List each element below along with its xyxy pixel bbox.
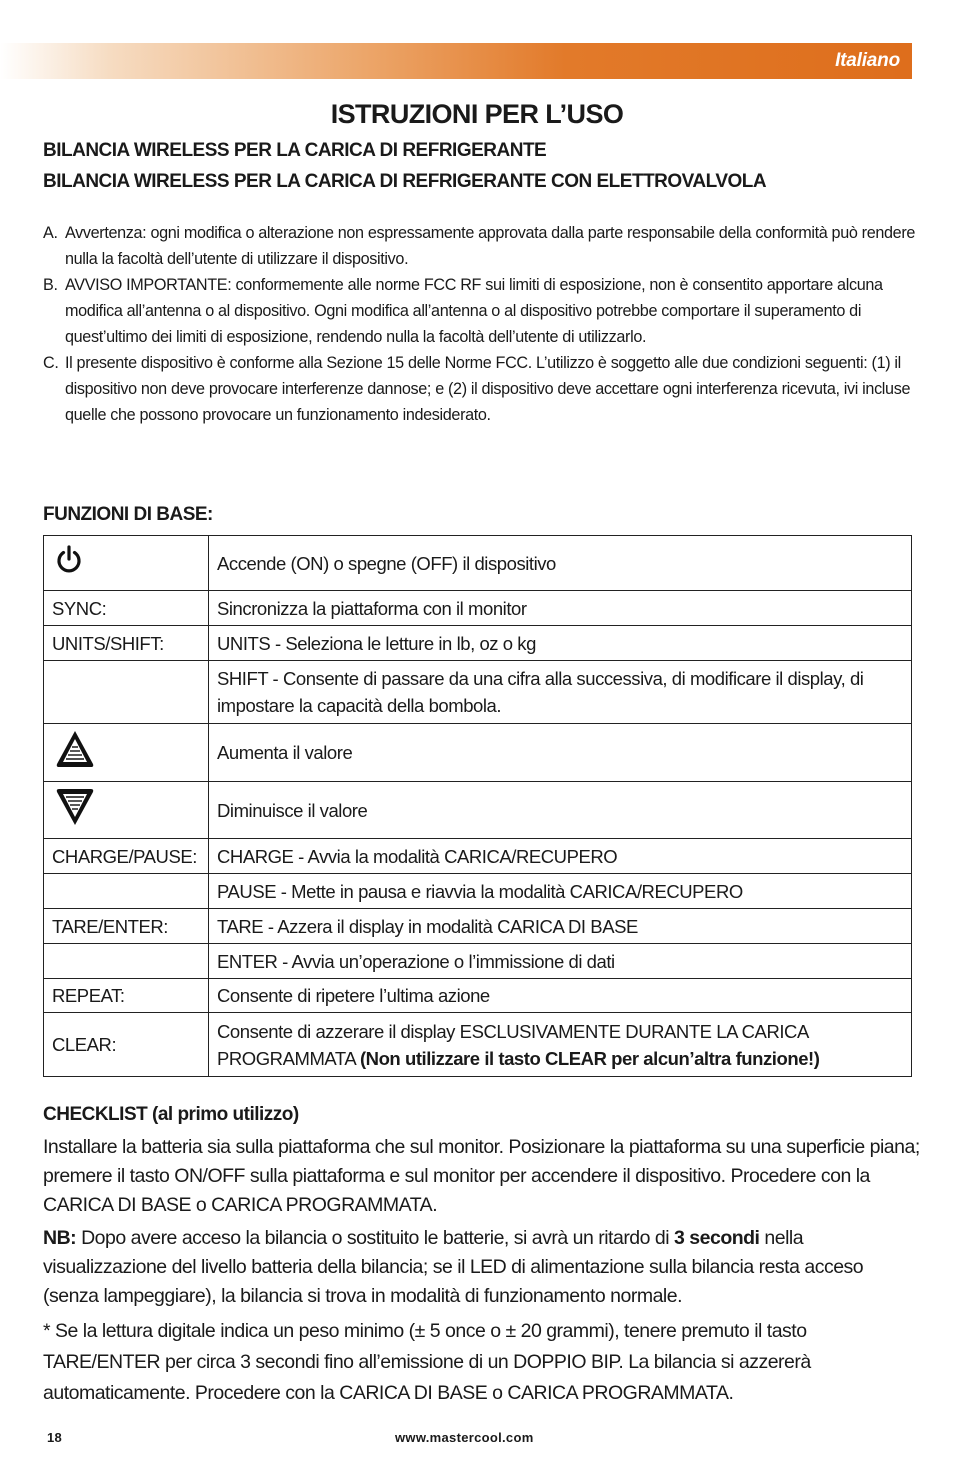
table-cell-key	[44, 724, 209, 782]
nb-text-b: nella visualizzazione del livello batteria della bilancia; se il LED di alimentazione sulla bilancia resta acceso (senza lampeggiare), la bilancia si trova in modalità di funzionamento normale.	[43, 1227, 864, 1307]
table-cell-key: SYNC:	[44, 591, 209, 626]
power-icon	[54, 559, 84, 580]
table-cell-desc: CHARGE - Avvia la modalità CARICA/RECUPERO	[209, 839, 912, 874]
table-row	[44, 1013, 912, 1077]
table-cell-desc: Accende (ON) o spegne (OFF) il dispositivo	[209, 536, 912, 591]
table-cell-desc: TARE - Azzera il display in modalità CARICA DI BASE	[209, 909, 912, 944]
table-row	[44, 944, 912, 979]
clear-desc-warning: (Non utilizzare il tasto CLEAR per alcun’altra funzione!)	[359, 1047, 820, 1069]
note-label: A.	[43, 224, 58, 242]
table-cell-desc	[209, 1013, 912, 1077]
table-row	[44, 536, 912, 591]
table-cell-key	[44, 782, 209, 839]
note-text: AVVISO IMPORTANTE: conformemente alle norme FCC RF sui limiti di esposizione, non è consentito apportare alcuna modifica all’antenna o al dispositivo. Ogni modifica all’antenna o al dispositivo potrebbe comportare il superamento di quest’ultimo dei limiti di esposizione, rendendo nulla la facoltà dell’utente di utilizzarlo.	[65, 276, 883, 346]
table-cell-key	[44, 536, 209, 591]
checklist-paragraph-3: * Se la lettura digitale indica un peso minimo (± 5 once o ± 20 grammi), tenere premuto il tasto TARE/ENTER per circa 3 secondi fino all’emissione di un DOPPIO BIP. La bilancia si azzererà automaticamente. Procedere con la CARICA DI BASE o CARICA PROGRAMMATA.	[43, 1320, 811, 1404]
table-cell-key: CHARGE/PAUSE:	[44, 839, 209, 874]
table-cell-desc: Sincronizza la piattaforma con il monitor	[209, 591, 912, 626]
table-row	[44, 909, 912, 944]
table-cell-key: UNITS/SHIFT:	[44, 626, 209, 661]
table-cell-key	[44, 944, 209, 979]
table-cell-desc: Consente di ripetere l’ultima azione	[209, 979, 912, 1013]
table-row	[44, 591, 912, 626]
table-cell-desc: ENTER - Avvia un’operazione o l’immissione di dati	[209, 944, 912, 979]
footer-url: www.mastercool.com	[395, 1430, 534, 1445]
table-row	[44, 782, 912, 839]
table-cell-desc: SHIFT - Consente di passare da una cifra alla successiva, di modificare il display, di impostare la capacità della bombola.	[209, 661, 912, 724]
note-label: C.	[43, 354, 59, 372]
table-row	[44, 839, 912, 874]
nb-text-a: Dopo avere acceso la bilancia o sostituito le batterie, si avrà un ritardo di	[76, 1227, 675, 1249]
page-number: 18	[47, 1430, 63, 1445]
table-cell-desc: Diminuisce il valore	[209, 782, 912, 839]
subtitle-1: BILANCIA WIRELESS PER LA CARICA DI REFRIGERANTE	[43, 140, 547, 161]
table-cell-key	[44, 874, 209, 909]
note-c	[43, 350, 923, 428]
table-row	[44, 626, 912, 661]
note-label: B.	[43, 276, 58, 294]
up-arrow-icon	[54, 753, 96, 774]
page-title: ISTRUZIONI PER L’USO	[330, 99, 624, 129]
checklist-paragraph-1: Installare la batteria sia sulla piattaforma che sul monitor. Posizionare la piattaforma su una superficie piana; premere il tasto ON/OFF sulla piattaforma e sul monitor per accendere il dispositivo. Procedere con la CARICA DI BASE o CARICA PROGRAMMATA.	[43, 1136, 920, 1216]
functions-heading: FUNZIONI DI BASE:	[43, 504, 213, 525]
table-cell-key: TARE/ENTER:	[44, 909, 209, 944]
notes-list	[43, 220, 923, 428]
note-text: Avvertenza: ogni modifica o alterazione non espressamente approvata dalla parte responsabile della conformità può rendere nulla la facoltà dell’utente di utilizzare il dispositivo.	[65, 224, 916, 268]
table-cell-key: CLEAR:	[44, 1013, 209, 1077]
down-arrow-icon	[54, 811, 96, 832]
functions-table	[43, 535, 912, 1077]
note-text: Il presente dispositivo è conforme alla Sezione 15 delle Norme FCC. L’utilizzo è soggetto alle due condizioni seguenti: (1) il dispositivo non deve provocare interferenze dannose; e (2) il dispositivo deve accettare ogni interferenza ricevuta, ivi incluse quelle che possono provocare un funzionamento indesiderato.	[65, 354, 911, 424]
table-cell-key	[44, 661, 209, 724]
header-bar	[0, 43, 912, 79]
table-cell-key: REPEAT:	[44, 979, 209, 1013]
checklist-paragraph-nb	[43, 1224, 923, 1311]
checklist-heading: CHECKLIST (al primo utilizzo)	[43, 1104, 299, 1125]
table-cell-desc: Aumenta il valore	[209, 724, 912, 782]
nb-label: NB:	[43, 1227, 77, 1249]
clear-desc-text: Consente di azzerare il display ESCLUSIVAMENTE DURANTE LA CARICA PROGRAMMATA	[217, 1020, 808, 1069]
table-cell-desc: UNITS - Seleziona le letture in lb, oz o kg	[209, 626, 912, 661]
table-row	[44, 724, 912, 782]
table-cell-desc: PAUSE - Mette in pausa e riavvia la modalità CARICA/RECUPERO	[209, 874, 912, 909]
note-b	[43, 272, 923, 350]
table-row	[44, 661, 912, 724]
subtitle-2: BILANCIA WIRELESS PER LA CARICA DI REFRIGERANTE CON ELETTROVALVOLA	[43, 171, 767, 192]
table-row	[44, 979, 912, 1013]
table-row	[44, 874, 912, 909]
language-label: Italiano	[835, 50, 900, 71]
nb-bold: 3 secondi	[674, 1227, 760, 1249]
note-a	[43, 220, 923, 272]
